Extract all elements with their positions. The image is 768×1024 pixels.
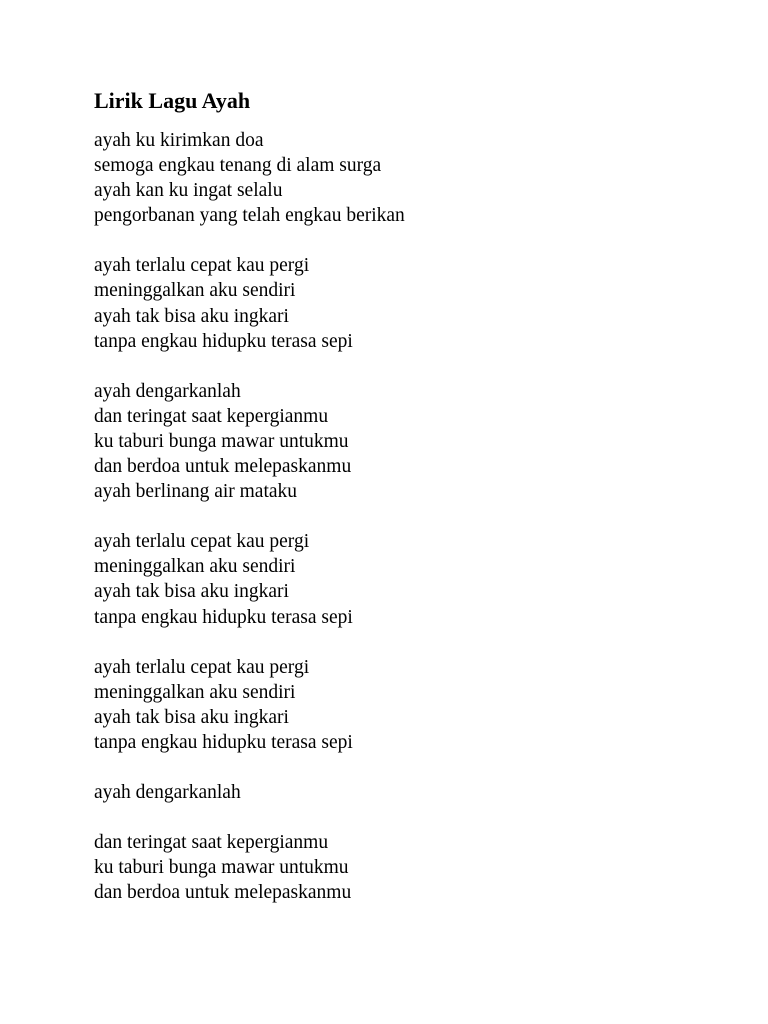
lyric-line: ayah terlalu cepat kau pergi (94, 531, 310, 553)
lyric-line: ayah ku kirimkan doa (94, 130, 264, 151)
lyrics-content (94, 86, 734, 930)
stanza-7 (94, 830, 734, 905)
lyric-line: ku taburi bunga mawar untukmu (94, 430, 349, 452)
lyric-line: ayah berlinang air mataku (94, 481, 298, 503)
lyric-line: dan teringat saat kepergianmu (94, 405, 329, 427)
lyric-line: ayah tak bisa aku ingkari (94, 581, 289, 603)
lyric-line: ayah tak bisa aku ingkari (94, 305, 289, 327)
lyric-line: semoga engkau tenang di alam surga (94, 155, 382, 177)
lyric-line: tanpa engkau hidupku terasa sepi (94, 330, 353, 352)
stanza-4 (94, 529, 734, 629)
lyric-line: tanpa engkau hidupku terasa sepi (94, 606, 353, 628)
stanza-2 (94, 253, 734, 353)
lyric-line: ayah dengarkanlah (94, 781, 241, 803)
lyric-line: tanpa engkau hidupku terasa sepi (94, 731, 353, 753)
lyric-line: pengorbanan yang telah engkau berikan (94, 205, 405, 227)
document-title: Lirik Lagu Ayah (94, 88, 251, 113)
stanza-5 (94, 655, 734, 755)
stanza-3 (94, 379, 734, 504)
lyric-line: meninggalkan aku sendiri (94, 681, 296, 703)
lyric-line: dan berdoa untuk melepaskanmu (94, 882, 352, 904)
lyric-line: ayah dengarkanlah (94, 380, 241, 402)
lyric-line: ayah kan ku ingat selalu (94, 180, 283, 202)
lyric-line: ku taburi bunga mawar untukmu (94, 857, 349, 879)
lyric-line: ayah terlalu cepat kau pergi (94, 656, 310, 678)
lyric-line: ayah terlalu cepat kau pergi (94, 255, 310, 277)
lyric-line: meninggalkan aku sendiri (94, 556, 296, 578)
stanza-1 (94, 128, 734, 228)
lyric-line: meninggalkan aku sendiri (94, 280, 296, 302)
lyric-line: dan berdoa untuk melepaskanmu (94, 456, 352, 478)
lyric-line: ayah tak bisa aku ingkari (94, 706, 289, 728)
lyric-line: dan teringat saat kepergianmu (94, 832, 329, 854)
stanza-6 (94, 780, 734, 805)
